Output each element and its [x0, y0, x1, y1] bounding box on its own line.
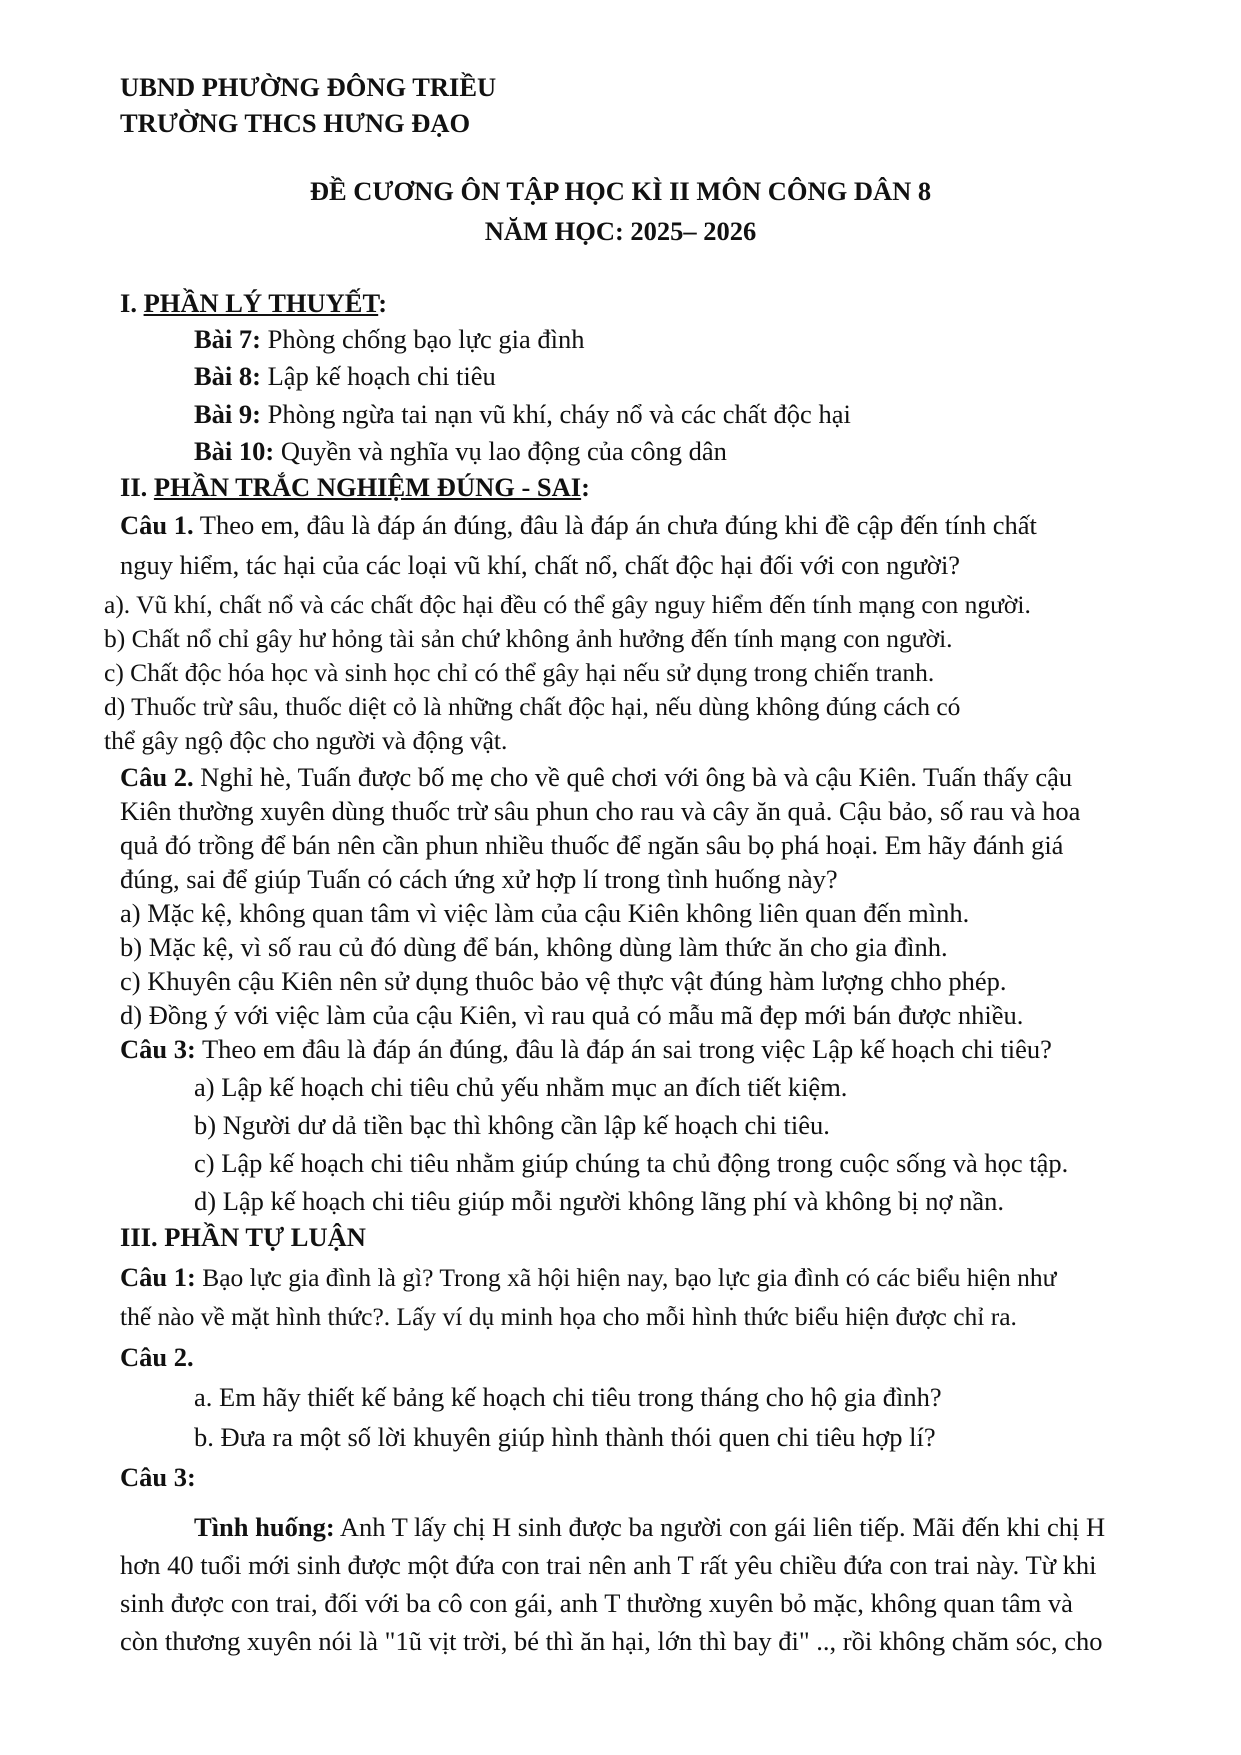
answer-option: thể gây ngộ độc cho người và động vật.: [104, 726, 508, 755]
situation-text: còn thương xuyên nói là "1ũ vịt trời, bé thì ăn hại, lớn thì bay đi" .., rồi không chăm sóc, cho: [120, 1626, 1103, 1656]
lesson-item: Bài 10: Quyền và nghĩa vụ lao động của công dân: [194, 436, 727, 466]
answer-option: d) Đồng ý với việc làm của cậu Kiên, vì rau quả có mẫu mã đẹp mới bán được nhiều.: [120, 1000, 1024, 1030]
answer-option: d) Lập kế hoạch chi tiêu giúp mỗi người không lãng phí và không bị nợ nần.: [194, 1186, 1005, 1216]
lesson-item: Bài 8: Lập kế hoạch chi tiêu: [194, 361, 496, 391]
answer-option: b) Mặc kệ, vì số rau củ đó dùng để bán, không dùng làm thức ăn cho gia đình.: [120, 932, 948, 962]
question-text: Câu 2. Nghỉ hè, Tuấn được bố mẹ cho về quê chơi với ông bà và cậu Kiên. Tuấn thấy cậu: [120, 762, 1073, 792]
question-item: a. Em hãy thiết kế bảng kế hoạch chi tiêu trong tháng cho hộ gia đình?: [194, 1382, 942, 1412]
question-text: Kiên thường xuyên dùng thuốc trừ sâu phun cho rau và cây ăn quả. Cậu bảo, số rau và hoa: [120, 796, 1081, 826]
answer-option: c) Lập kế hoạch chi tiêu nhằm giúp chúng ta chủ động trong cuộc sống và học tập.: [194, 1148, 1069, 1178]
answer-option: b) Chất nổ chỉ gây hư hỏng tài sản chứ không ảnh hưởng đến tính mạng con người.: [104, 624, 953, 653]
situation-text: hơn 40 tuổi mới sinh được một đứa con trai nên anh T rất yêu chiều đứa con trai này. Từ khi: [120, 1550, 1097, 1580]
question-text: thế nào về mặt hình thức?. Lấy ví dụ minh họa cho mỗi hình thức biểu hiện được chỉ ra.: [120, 1302, 1017, 1331]
header-line-1: UBND PHƯỜNG ĐÔNG TRIỀU: [120, 72, 497, 102]
situation-text: sinh được con trai, đối với ba cô con gái, anh T thường xuyên bỏ mặc, không quan tâm và: [120, 1588, 1073, 1618]
question-text: nguy hiểm, tác hại của các loại vũ khí, chất nổ, chất độc hại đối với con người?: [120, 550, 961, 580]
answer-option: c) Chất độc hóa học và sinh học chỉ có thể gây hại nếu sử dụng trong chiến tranh.: [104, 658, 935, 687]
question-text: Câu 1. Theo em, đâu là đáp án đúng, đâu là đáp án chưa đúng khi đề cập đến tính chất: [120, 510, 1037, 540]
answer-option: a) Mặc kệ, không quan tâm vì việc làm của cậu Kiên không liên quan đến mình.: [120, 898, 970, 928]
part1-heading: I. PHẦN LÝ THUYẾT:: [120, 288, 388, 318]
school-year: NĂM HỌC: 2025– 2026: [484, 216, 757, 246]
question-label: Câu 3:: [120, 1462, 196, 1492]
answer-option: c) Khuyên cậu Kiên nên sử dụng thuôc bảo vệ thực vật đúng hàm lượng chho phép.: [120, 966, 1007, 996]
lesson-item: Bài 9: Phòng ngừa tai nạn vũ khí, cháy nổ và các chất độc hại: [194, 399, 851, 429]
question-text: quả đó trồng để bán nên cần phun nhiều thuốc để ngăn sâu bọ phá hoại. Em hãy đánh giá: [120, 830, 1064, 860]
document-title: ĐỀ CƯƠNG ÔN TẬP HỌC KÌ II MÔN CÔNG DÂN 8: [309, 176, 932, 206]
question-label: Câu 2.: [120, 1342, 194, 1372]
part2-heading: II. PHẦN TRẮC NGHIỆM ĐÚNG - SAI:: [120, 472, 590, 502]
part3-heading: III. PHẦN TỰ LUẬN: [120, 1222, 366, 1252]
question-text: Câu 1: Bạo lực gia đình là gì? Trong xã hội hiện nay, bạo lực gia đình có các biểu hiện như: [120, 1262, 1057, 1292]
answer-option: b) Người dư dả tiền bạc thì không cần lập kế hoạch chi tiêu.: [194, 1110, 830, 1140]
answer-option: a). Vũ khí, chất nổ và các chất độc hại đều có thể gây nguy hiểm đến tính mạng con người.: [104, 590, 1031, 619]
answer-option: a) Lập kế hoạch chi tiêu chủ yếu nhằm mục an đích tiết kiệm.: [194, 1072, 848, 1102]
question-text: đúng, sai để giúp Tuấn có cách ứng xử hợp lí trong tình huống này?: [120, 864, 838, 894]
question-text: Câu 3: Theo em đâu là đáp án đúng, đâu là đáp án sai trong việc Lập kế hoạch chi tiêu?: [120, 1034, 1052, 1064]
lesson-item: Bài 7: Phòng chống bạo lực gia đình: [194, 324, 585, 354]
question-item: b. Đưa ra một số lời khuyên giúp hình thành thói quen chi tiêu hợp lí?: [194, 1422, 936, 1452]
answer-option: d) Thuốc trừ sâu, thuốc diệt cỏ là những chất độc hại, nếu dùng không đúng cách có: [104, 692, 961, 721]
situation-text: Tình huống: Anh T lấy chị H sinh được ba người con gái liên tiếp. Mãi đến khi chị H: [194, 1512, 1106, 1542]
header-line-2: TRƯỜNG THCS HƯNG ĐẠO: [120, 108, 471, 138]
